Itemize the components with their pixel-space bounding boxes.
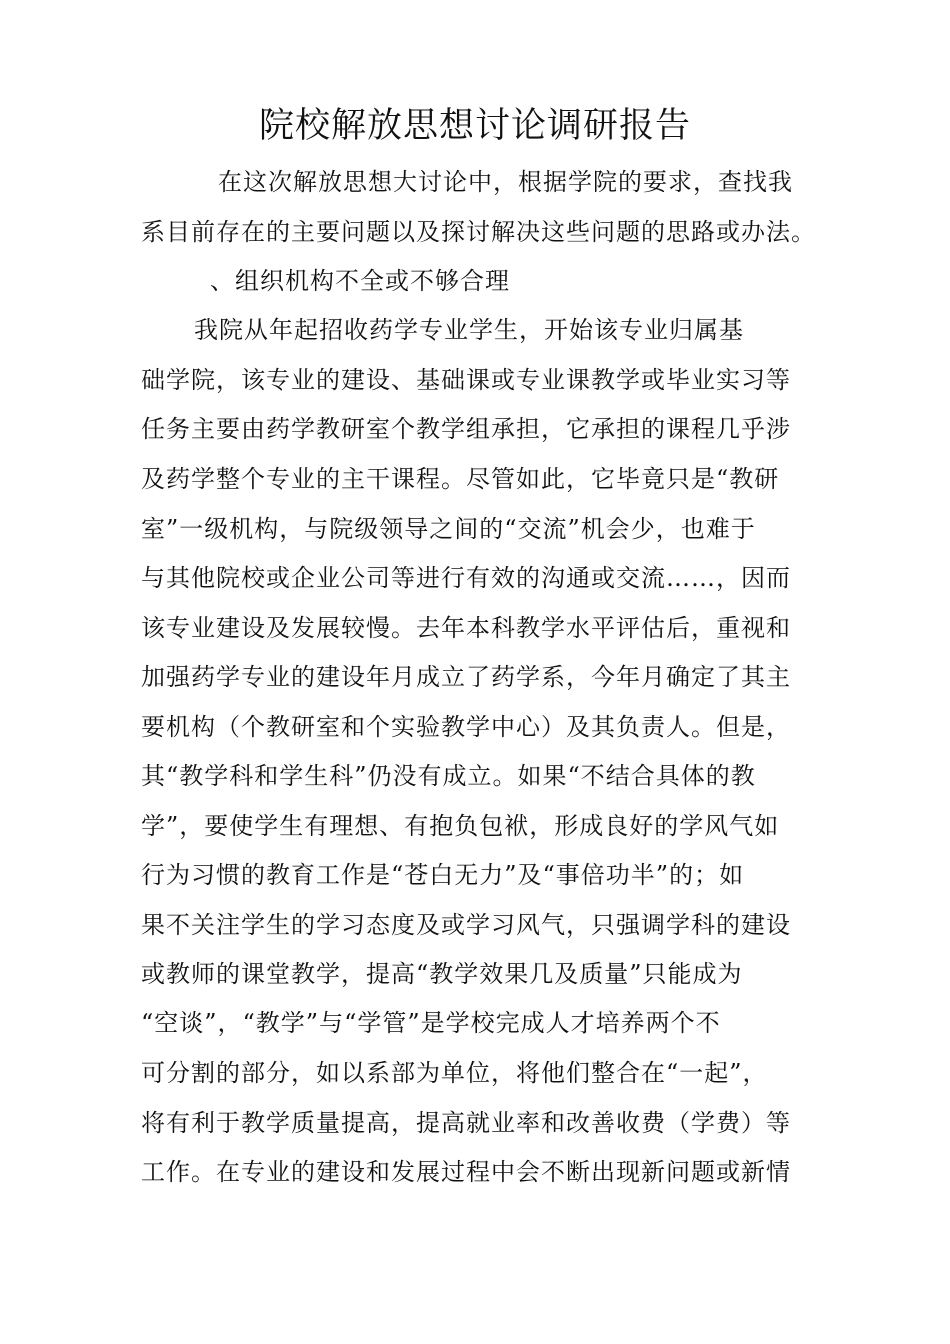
paragraph-line: 室”一级机构，与院级领导之间的“交流”机会少，也难于	[141, 515, 756, 543]
paragraph-line: 要机构（个教研室和个实验教学中心）及其负责人。但是，	[141, 713, 791, 741]
paragraph-line: 础学院，该专业的建设、基础课或专业课教学或毕业实习等	[141, 366, 791, 394]
paragraph-line: 系目前存在的主要问题以及探讨解决这些问题的思路或办法。	[141, 218, 816, 246]
paragraph-line: 学”，要使学生有理想、有抱负包袱，形成良好的学风气如	[141, 812, 780, 840]
paragraph-line: 任务主要由药学教研室个教学组承担，它承担的课程几乎涉	[141, 415, 791, 443]
paragraph-line: 及药学整个专业的主干课程。尽管如此，它毕竟只是“教研	[141, 465, 780, 493]
paragraph-line: 其“教学科和学生科”仍没有成立。如果“不结合具体的教	[141, 762, 756, 790]
document-title: 院校解放思想讨论调研报告	[258, 106, 691, 146]
paragraph-line: 行为习惯的教育工作是“苍白无力”及“事倍功半”的；如	[141, 861, 745, 889]
paragraph-line: 该专业建设及发展较慢。去年本科教学水平评估后，重视和	[141, 614, 791, 642]
paragraph-line: 在这次解放思想大讨论中，根据学院的要求，查找我	[218, 168, 793, 196]
paragraph-line: 果不关注学生的学习态度及或学习风气，只强调学科的建设	[141, 911, 791, 939]
paragraph-line: “空谈”，“教学”与“学管”是学校完成人才培养两个不	[141, 1009, 721, 1037]
paragraph-line: 工作。在专业的建设和发展过程中会不断出现新问题或新情	[141, 1158, 791, 1186]
paragraph-line: 我院从年起招收药学专业学生，开始该专业归属基	[194, 316, 744, 344]
paragraph-line: 加强药学专业的建设年月成立了药学系，今年月确定了其主	[141, 663, 791, 691]
paragraph-line: 与其他院校或企业公司等进行有效的沟通或交流……，因而	[141, 564, 791, 592]
section-heading: 、组织机构不全或不够合理	[210, 267, 510, 295]
paragraph-line: 或教师的课堂教学，提高“教学效果几及质量”只能成为	[141, 960, 743, 988]
paragraph-line: 可分割的部分，如以系部为单位，将他们整合在“一起”，	[141, 1059, 768, 1087]
paragraph-line: 将有利于教学质量提高，提高就业率和改善收费（学费）等	[141, 1109, 791, 1137]
